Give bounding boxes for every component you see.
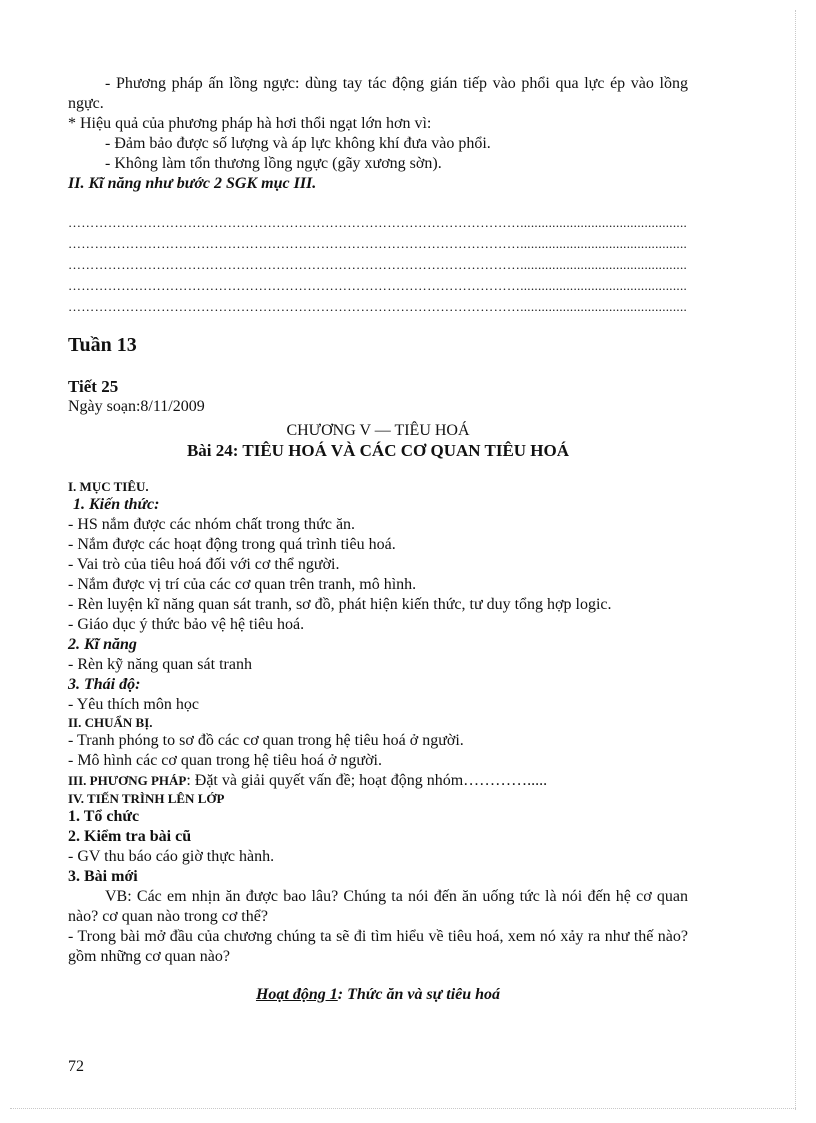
knowledge-item: - Nắm được vị trí của các cơ quan trên tranh, mô hình. (68, 576, 417, 593)
intro-line-1: - Phương pháp ấn lồng ngực: dùng tay tác động gián tiếp vào phổi qua lực ép vào lồng ngực. (68, 75, 688, 112)
intro-bullet-1: - Đảm bảo được số lượng và áp lực không khí đưa vào phổi. (105, 135, 491, 152)
dotted-line: …………………………………………………………………………………………............................................... (68, 278, 688, 293)
page-border-bottom (10, 1108, 796, 1109)
page-border-right (795, 10, 796, 1110)
dotted-line: …………………………………………………………………………………………............................................... (68, 257, 688, 272)
knowledge-heading: 1. Kiến thức: (73, 496, 160, 513)
skill-heading: II. Kĩ năng như bước 2 SGK mục III. (68, 175, 317, 192)
procedure-heading: IV. TIẾN TRÌNH LÊN LỚP (68, 791, 225, 806)
organization-heading: 1. Tổ chức (68, 808, 140, 825)
page-number: 72 (68, 1058, 84, 1075)
method-text: : Đặt và giải quyết vấn đề; hoạt động nhóm…………..... (186, 772, 548, 789)
document-page (68, 74, 688, 1021)
intro-question: VB: Các em nhịn ăn được bao lâu? Chúng ta nói đến ăn uống tức là nói đến hệ cơ quan nào? cơ quan nào trong cơ thể? (68, 888, 688, 925)
dotted-line: …………………………………………………………………………………………............................................... (68, 299, 688, 314)
new-lesson-heading: 3. Bài mới (68, 868, 138, 885)
skills-item: - Rèn kỹ năng quan sát tranh (68, 656, 252, 673)
week-heading: Tuần 13 (68, 334, 137, 356)
activity-label: Hoạt động 1 (255, 986, 338, 1003)
preparation-item: - Tranh phóng to sơ đồ các cơ quan trong hệ tiêu hoá ở người. (68, 732, 464, 749)
preparation-item: - Mô hình các cơ quan trong hệ tiêu hoá ở người. (68, 752, 382, 769)
method-line (68, 771, 688, 791)
dotted-line: …………………………………………………………………………………………............................................... (68, 236, 688, 251)
lesson-period: Tiết 25 (68, 377, 119, 396)
chapter-title: CHƯƠNG V — TIÊU HOÁ (286, 422, 470, 439)
attitude-item: - Yêu thích môn học (68, 696, 199, 713)
skills-heading: 2. Kĩ năng (68, 636, 137, 653)
chapter-intro: - Trong bài mở đầu của chương chúng ta sẽ đi tìm hiểu về tiêu hoá, xem nó xảy ra như thế nào? gồm những cơ quan nào? (68, 928, 688, 965)
method-label: III. PHƯƠNG PHÁP (68, 773, 187, 788)
review-heading: 2. Kiểm tra bài cũ (68, 828, 192, 845)
knowledge-item: - Rèn luyện kĩ năng quan sát tranh, sơ đồ, phát hiện kiến thức, tư duy tổng hợp logic. (68, 596, 612, 613)
knowledge-item: - Nắm được các hoạt động trong quá trình tiêu hoá. (68, 536, 396, 553)
review-item: - GV thu báo cáo giờ thực hành. (68, 848, 275, 865)
preparation-heading: II. CHUẨN BỊ. (68, 715, 153, 730)
prep-date: Ngày soạn:8/11/2009 (68, 398, 205, 415)
knowledge-item: - Vai trò của tiêu hoá đối với cơ thể người. (68, 556, 340, 573)
objectives-heading: I. MỤC TIÊU. (68, 479, 149, 494)
dotted-line: …………………………………………………………………………………………............................................... (68, 215, 688, 230)
lesson-title: Bài 24: TIÊU HOÁ VÀ CÁC CƠ QUAN TIÊU HOÁ (186, 441, 570, 460)
intro-star: * Hiệu quả của phương pháp hà hơi thổi ngạt lớn hơn vì: (68, 115, 432, 132)
knowledge-item: - Giáo dục ý thức bảo vệ hệ tiêu hoá. (68, 616, 305, 633)
knowledge-item: - HS nắm được các nhóm chất trong thức ăn. (68, 516, 356, 533)
activity-title: : Thức ăn và sự tiêu hoá (337, 986, 501, 1003)
activity-heading (68, 985, 688, 1005)
intro-bullet-2: - Không làm tổn thương lồng ngực (gãy xương sờn). (105, 155, 442, 172)
attitude-heading: 3. Thái độ: (68, 676, 141, 693)
